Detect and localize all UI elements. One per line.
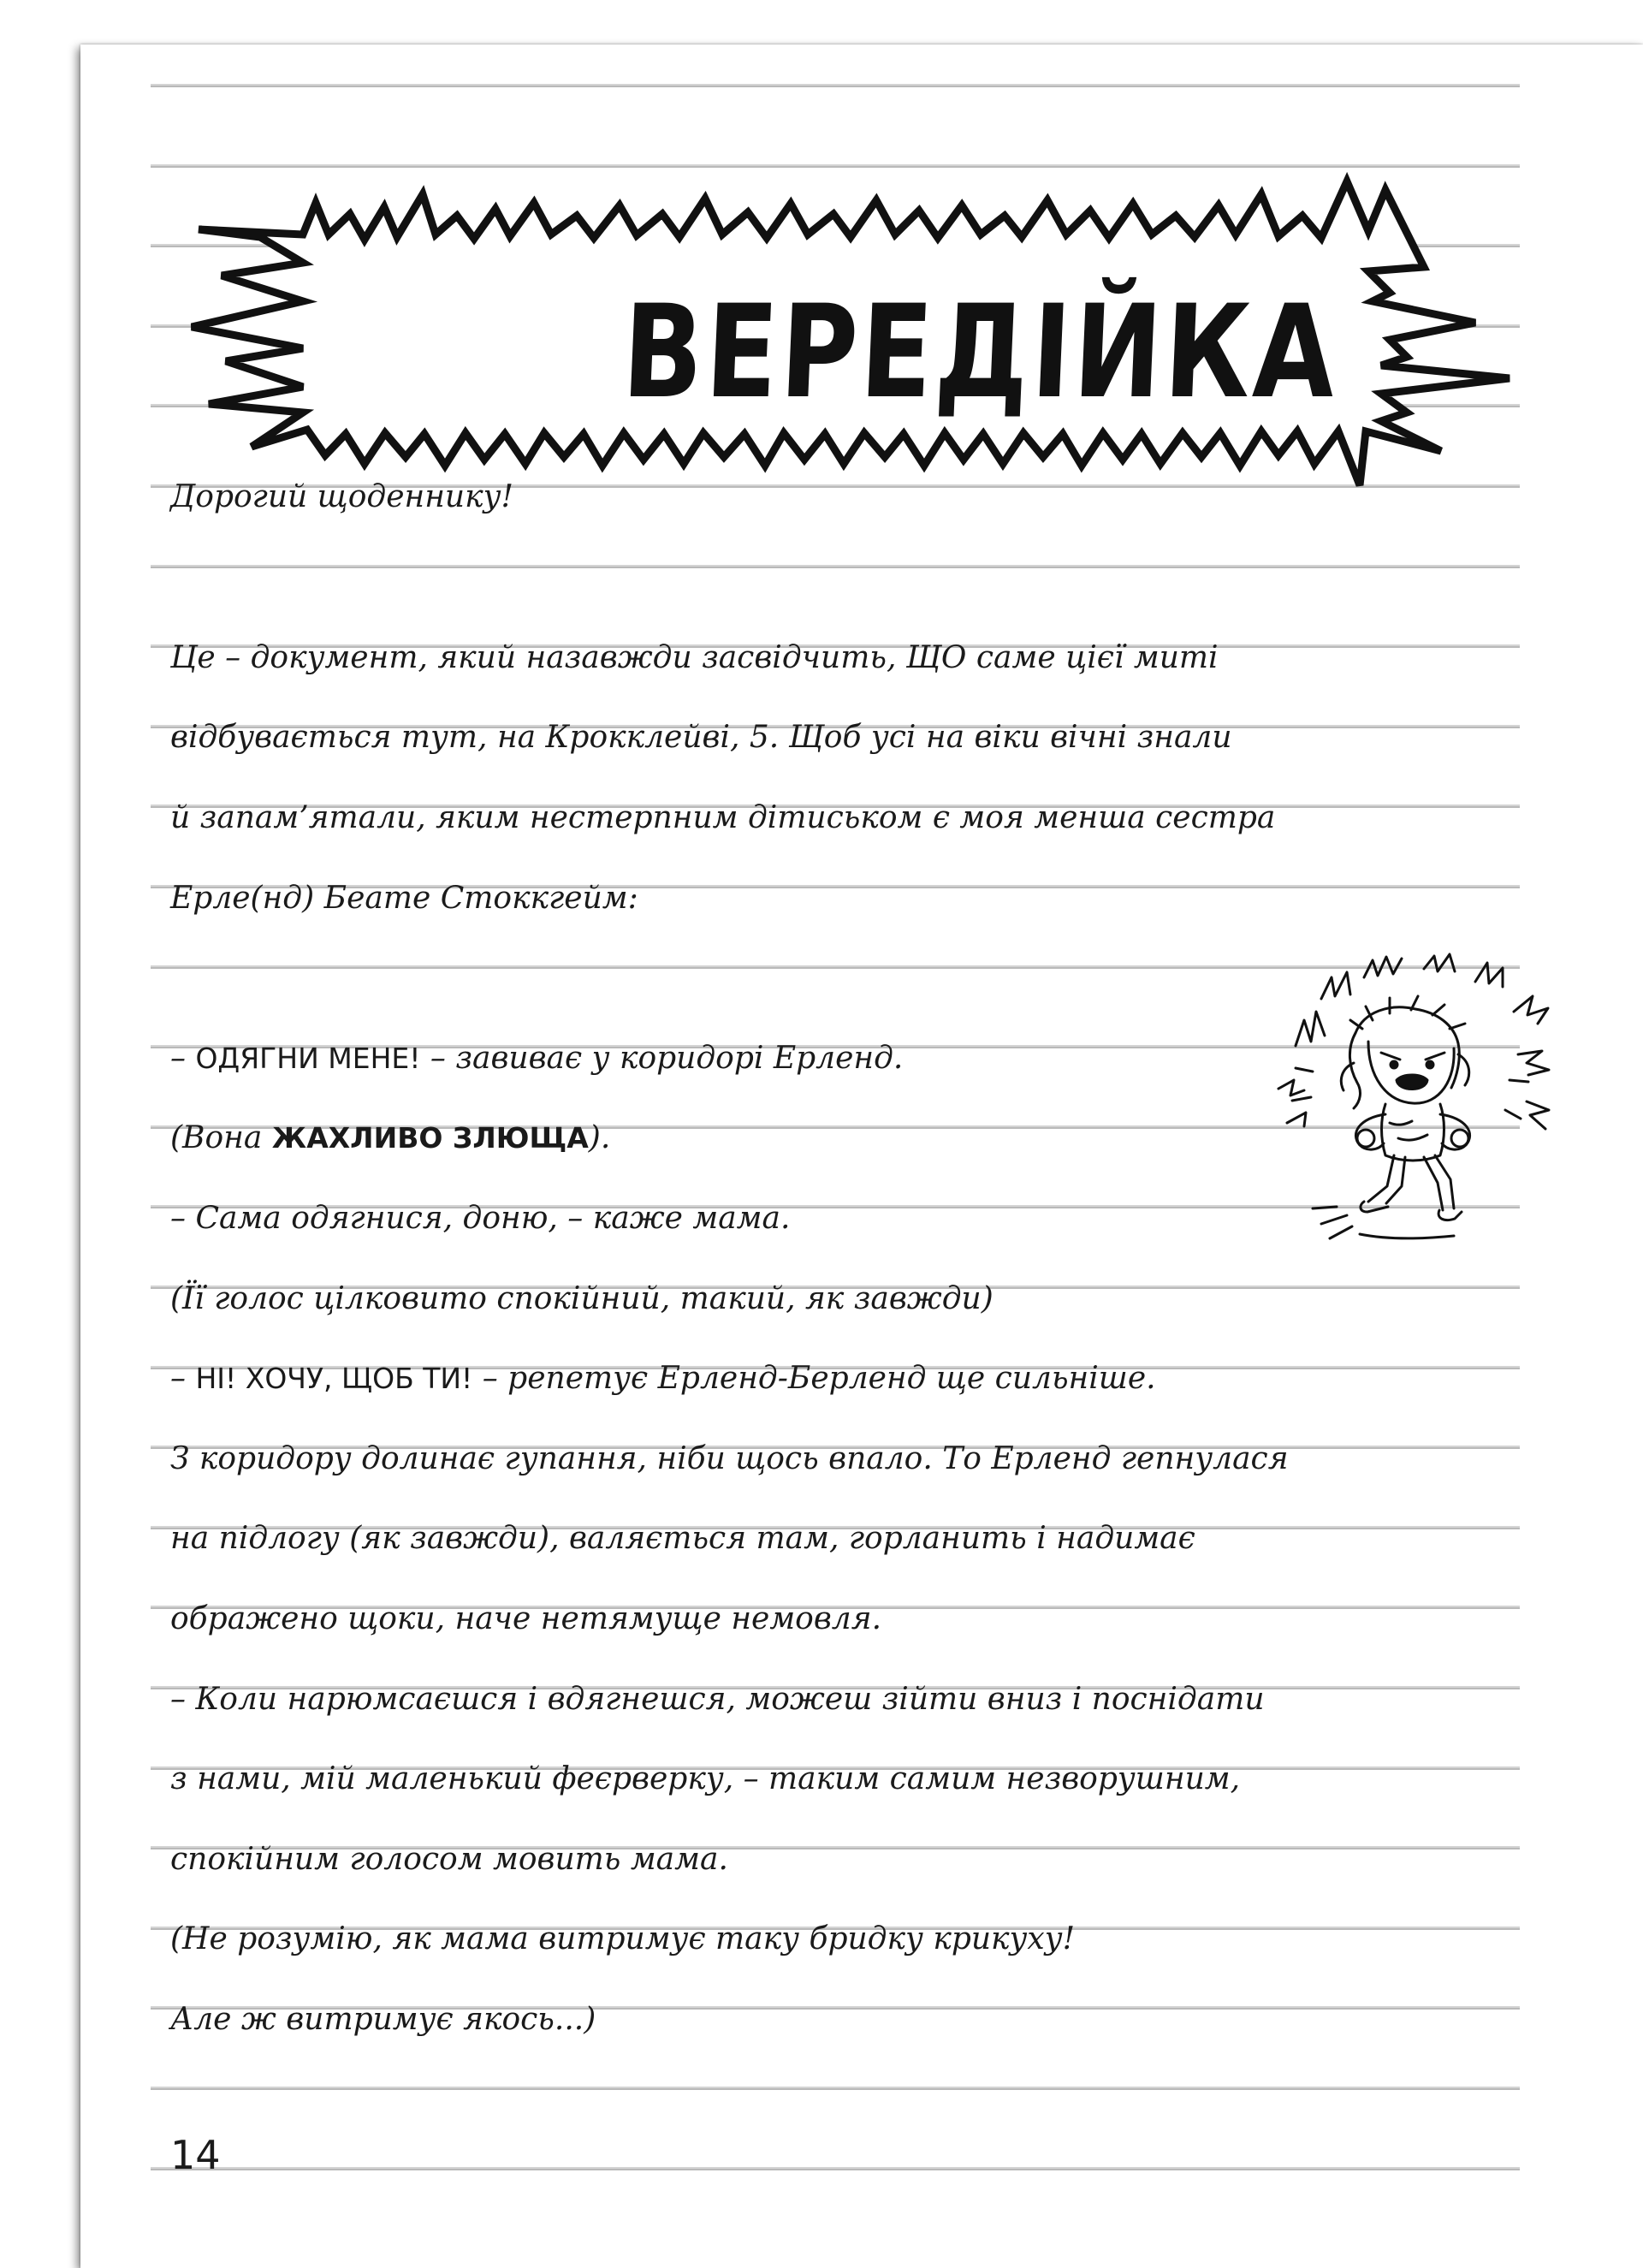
paragraph-line-7: (Не розумію, як мама витримує таку бридку крикуху! [170,1921,1076,1956]
narration: – завиває у коридорі Ерленд. [420,1041,904,1076]
ruled-line [151,565,1520,568]
paragraph-line-4: – Коли нарюмсаєшся і вдягнешся, можеш зійти вниз і поснідати [170,1682,1265,1717]
paragraph-line-8: Але ж витримує якось...) [170,2002,596,2037]
shout-text: НІ! ХОЧУ, ЩОБ ТИ! [195,1362,473,1395]
paragraph-line-3: ображено щоки, наче нетямуще немовля. [170,1601,882,1636]
paragraph-line-2: на підлогу (як завжди), валяється там, горланить і надимає [170,1521,1195,1556]
notebook-page [80,45,1643,2268]
dash: – [170,1361,196,1396]
paragraph-line-1: З коридору долинає гупання, ніби щось впало. То Ерленд гепнулася [170,1441,1289,1476]
ruled-line [151,2167,1520,2170]
intro-line-4: Ерле(нд) Беате Стоккгейм: [170,881,638,916]
dialogue-line-5 [170,1360,1156,1398]
intro-line-3: й запам’ятали, яким нестерпним дітиськом є моя менша сестра [170,800,1276,835]
paragraph-line-6: спокійним голосом мовить мама. [170,1842,728,1877]
page-number: 14 [170,2132,221,2178]
dialogue-line-1 [170,1040,903,1078]
page-title: ВЕРЕДІЙКА [620,278,1341,427]
narration: – репетує Ерленд-Берленд ще сильніше. [472,1361,1156,1396]
intro-line-1: Це – документ, який назавжди засвідчить, ЩО саме цієї миті [170,640,1219,675]
paragraph-line-5: з нами, мій маленький феєрверку, – таким самим незворушним, [170,1761,1241,1796]
intro-line-2: відбувається тут, на Крокклейві, 5. Щоб усі на віки вічні знали [170,720,1232,755]
ruled-line [151,84,1520,87]
dialogue-line-4: (Її голос цілковито спокійний, такий, як завжди) [170,1281,994,1316]
paren-close: ). [588,1120,611,1155]
greeting-line: Дорогий щоденнику! [170,479,513,514]
dash: – [170,1041,196,1076]
emphasis-text: ЖАХЛИВО ЗЛЮЩА [271,1121,589,1155]
paren-open: (Вона [170,1120,272,1155]
dialogue-line-3: – Сама одягнися, доню, – каже мама. [170,1201,791,1236]
angry-child-doodle-icon [1261,952,1569,1251]
shout-text: ОДЯГНИ МЕНЕ! [195,1042,421,1075]
ruled-line [151,2087,1520,2090]
dialogue-line-2 [170,1119,610,1157]
